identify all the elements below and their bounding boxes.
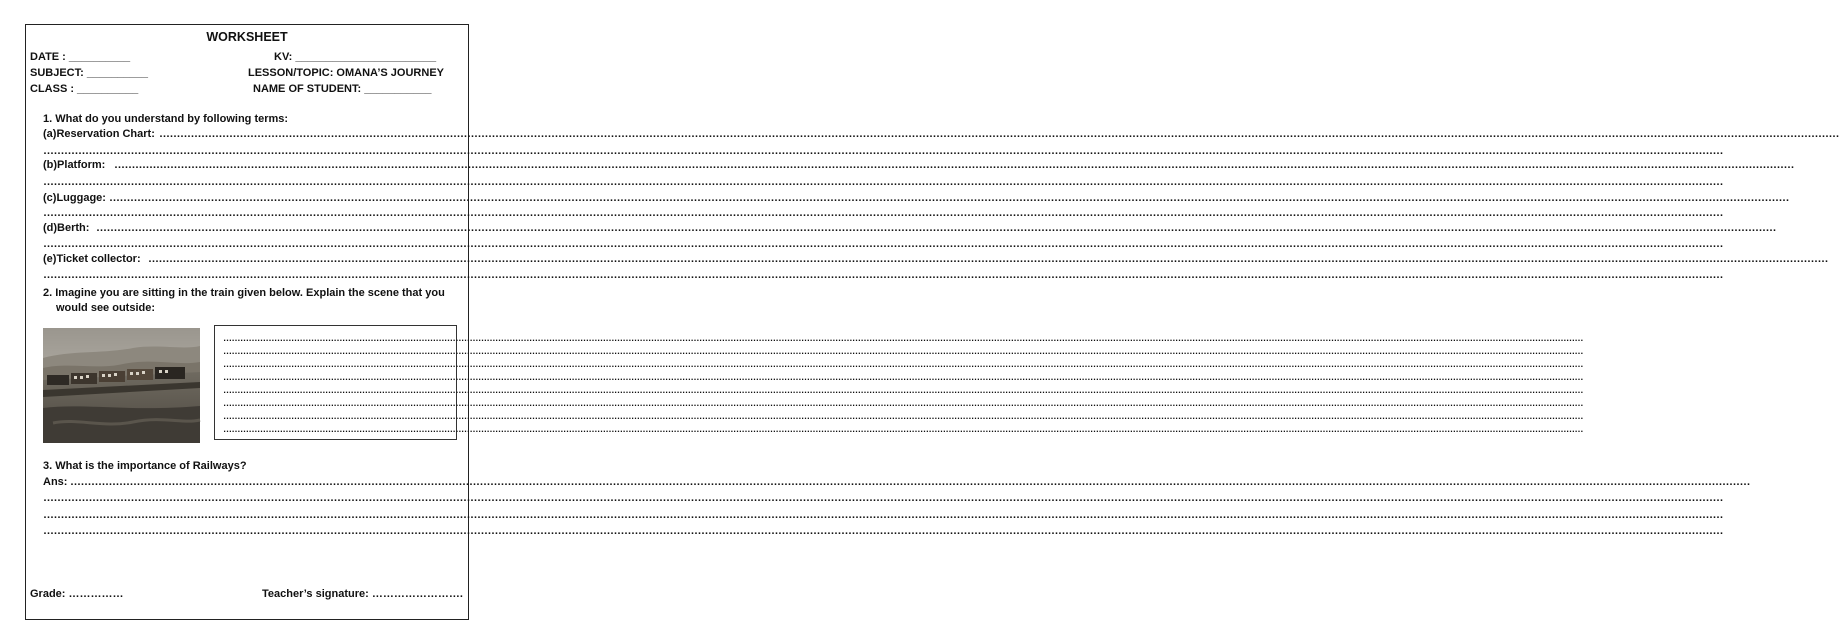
worksheet-page — [25, 24, 1839, 620]
answer-dots: ………………………………………………………………………………………………………………………………………………………………………………………………………………………………………………………………………………………………………………………………………………………………………………………………………………………………………… — [43, 176, 1723, 188]
term-berth: (d)Berth: — [43, 222, 90, 234]
answer-box-line: ………………………………………………………………………………………………………………………………………………………………………………………………………………………………………………………………………………………………………………………………………………………………………………………………………………………………………… — [223, 346, 1583, 356]
answer-dots: ………………………………………………………………………………………………………………………………………………………………………………………………………………………………………………………………………………………………………………………………………………………………………………………………………………………………………… — [43, 207, 1723, 219]
answer-box-line: ………………………………………………………………………………………………………………………………………………………………………………………………………………………………………………………………………………………………………………………………………………………………………………………………………………………………………… — [223, 372, 1583, 382]
answer-box-line: ………………………………………………………………………………………………………………………………………………………………………………………………………………………………………………………………………………………………………………………………………………………………………………………………………………………………………… — [223, 385, 1583, 395]
answer-dots: ………………………………………………………………………………………………………………………………………………………………………………………………………………………………………………………………………………………………………………………………………………………………………………………………………………………………………… — [109, 192, 1789, 204]
answer-dots: ………………………………………………………………………………………………………………………………………………………………………………………………………………………………………………………………………………………………………………………………………………………………………………………………………………………………………… — [43, 509, 1723, 521]
teacher-signature-field: Teacher’s signature: ……………………. — [262, 588, 463, 600]
question-3: 3. What is the importance of Railways? — [43, 460, 247, 472]
question-1: 1. What do you understand by following terms: — [43, 113, 289, 125]
answer-dots: ………………………………………………………………………………………………………………………………………………………………………………………………………………………………………………………………………………………………………………………………………………………………………………………………………………………………………… — [43, 492, 1723, 504]
term-reservation-chart: (a)Reservation Chart: — [43, 128, 155, 140]
answer-box-line: ………………………………………………………………………………………………………………………………………………………………………………………………………………………………………………………………………………………………………………………………………………………………………………………………………………………………………… — [223, 359, 1583, 369]
answer-dots: ………………………………………………………………………………………………………………………………………………………………………………………………………………………………………………………………………………………………………………………………………………………………………………………………………………………………………… — [43, 145, 1723, 157]
date-field: DATE : __________ — [30, 51, 131, 63]
class-field: CLASS : __________ — [30, 83, 139, 95]
student-name-field: NAME OF STUDENT: ___________ — [253, 83, 432, 95]
answer-dots: ………………………………………………………………………………………………………………………………………………………………………………………………………………………………………………………………………………………………………………………………………………………………………………………………………………………………………… — [43, 238, 1723, 250]
answer-box — [214, 325, 1583, 440]
answer-dots: ………………………………………………………………………………………………………………………………………………………………………………………………………………………………………………………………………………………………………………………………………………………………………………………………………………………………………… — [114, 159, 1794, 171]
train-photo — [43, 328, 200, 443]
answer-box-line: ………………………………………………………………………………………………………………………………………………………………………………………………………………………………………………………………………………………………………………………………………………………………………………………………………………………………………… — [223, 333, 1583, 343]
answer-dots: ………………………………………………………………………………………………………………………………………………………………………………………………………………………………………………………………………………………………………………………………………………………………………………………………………………………………………… — [43, 269, 1723, 281]
answer-dots: ………………………………………………………………………………………………………………………………………………………………………………………………………………………………………………………………………………………………………………………………………………………………………………………………………………………………………… — [159, 128, 1839, 140]
subject-field: SUBJECT: __________ — [30, 67, 149, 79]
worksheet-title: WORKSHEET — [206, 30, 288, 44]
answer-box-line: ………………………………………………………………………………………………………………………………………………………………………………………………………………………………………………………………………………………………………………………………………………………………………………………………………………………………………… — [223, 411, 1583, 421]
term-platform: (b)Platform: — [43, 159, 106, 171]
answer-dots: ………………………………………………………………………………………………………………………………………………………………………………………………………………………………………………………………………………………………………………………………………………………………………………………………………………………………………… — [70, 476, 1750, 488]
kv-field: KV: _______________________ — [274, 51, 437, 63]
answer-label: Ans: — [43, 476, 68, 488]
answer-dots: ………………………………………………………………………………………………………………………………………………………………………………………………………………………………………………………………………………………………………………………………………………………………………………………………………………………………………… — [148, 253, 1828, 265]
grade-field: Grade: …………… — [30, 588, 124, 600]
answer-box-line: ………………………………………………………………………………………………………………………………………………………………………………………………………………………………………………………………………………………………………………………………………………………………………………………………………………………………………… — [223, 424, 1583, 434]
lesson-topic-field: LESSON/TOPIC: OMANA’S JOURNEY — [248, 67, 444, 79]
question-2-line-2: would see outside: — [56, 302, 156, 314]
question-2-line-1: 2. Imagine you are sitting in the train given below. Explain the scene that you — [43, 287, 445, 299]
term-luggage: (c)Luggage: — [43, 192, 106, 204]
answer-dots: ………………………………………………………………………………………………………………………………………………………………………………………………………………………………………………………………………………………………………………………………………………………………………………………………………………………………………… — [96, 222, 1776, 234]
answer-dots: ………………………………………………………………………………………………………………………………………………………………………………………………………………………………………………………………………………………………………………………………………………………………………………………………………………………………………… — [43, 525, 1723, 537]
term-ticket-collector: (e)Ticket collector: — [43, 253, 141, 265]
answer-box-line: ………………………………………………………………………………………………………………………………………………………………………………………………………………………………………………………………………………………………………………………………………………………………………………………………………………………………………… — [223, 398, 1583, 408]
